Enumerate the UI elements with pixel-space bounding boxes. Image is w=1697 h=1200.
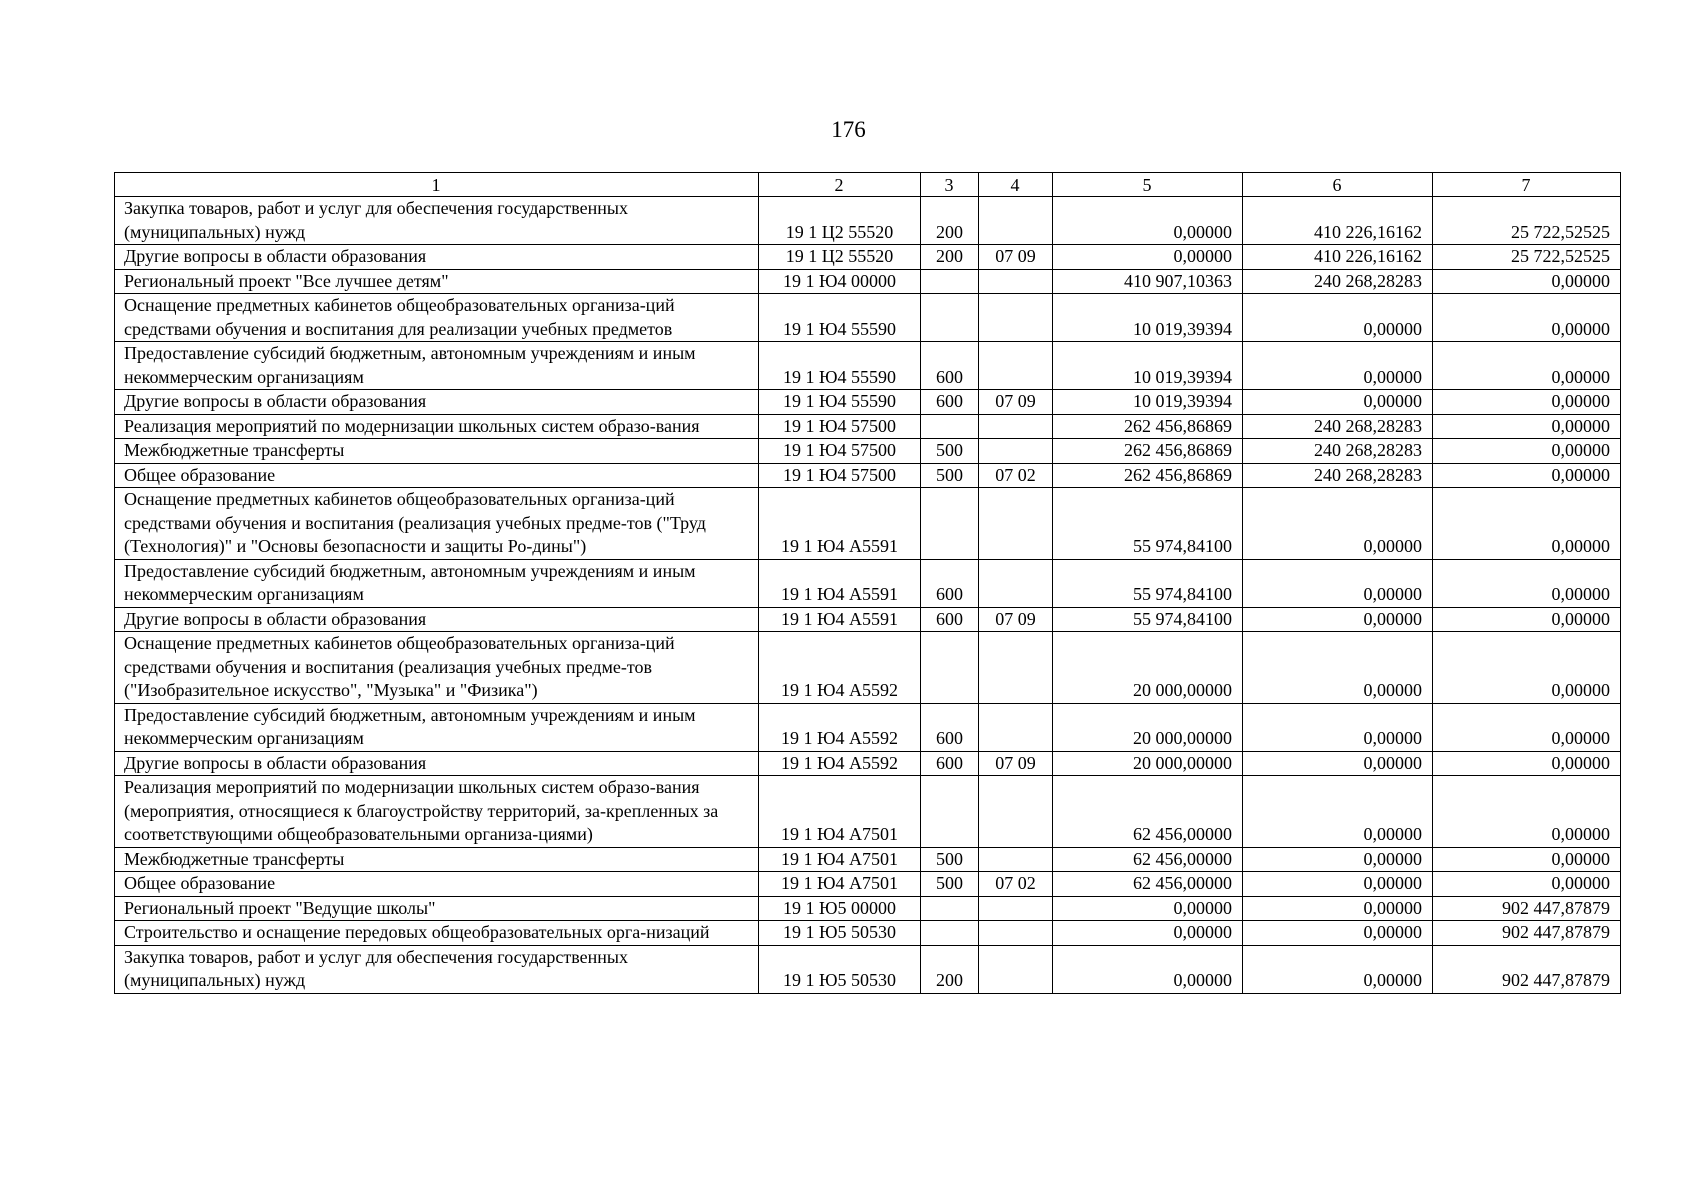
table-row [115,197,1621,245]
amount-col7-cell: 25 722,52525 [1433,245,1621,270]
section-code-cell: 07 02 [979,872,1053,897]
section-code-cell [979,439,1053,464]
section-code-cell [979,269,1053,294]
amount-col7-cell: 0,00000 [1433,439,1621,464]
row-name-cell: Общее образование [115,463,759,488]
column-header: 7 [1433,173,1621,197]
section-code-cell [979,632,1053,704]
row-name-cell: Закупка товаров, работ и услуг для обеспечения государственных (муниципальных) нужд [115,197,759,245]
target-article-code-cell: 19 1 Ю4 А5592 [759,703,921,751]
amount-col6-cell: 240 268,28283 [1243,414,1433,439]
amount-col6-cell: 0,00000 [1243,945,1433,993]
expense-type-cell: 600 [921,342,979,390]
row-name-cell: Другие вопросы в области образования [115,607,759,632]
amount-col7-cell: 0,00000 [1433,751,1621,776]
section-code-cell [979,847,1053,872]
target-article-code-cell: 19 1 Ю4 А5591 [759,559,921,607]
section-code-cell: 07 09 [979,245,1053,270]
amount-col5-cell: 20 000,00000 [1053,751,1243,776]
target-article-code-cell: 19 1 Ю5 50530 [759,921,921,946]
expense-type-cell: 600 [921,607,979,632]
amount-col6-cell: 0,00000 [1243,342,1433,390]
page-number: 176 [831,117,866,142]
amount-col6-cell: 0,00000 [1243,559,1433,607]
amount-col7-cell: 0,00000 [1433,342,1621,390]
row-name-cell: Предоставление субсидий бюджетным, автономным учреждениям и иным некоммерческим организациям [115,559,759,607]
expense-type-cell: 600 [921,751,979,776]
column-header: 1 [115,173,759,197]
amount-col5-cell: 262 456,86869 [1053,414,1243,439]
amount-col7-cell: 0,00000 [1433,294,1621,342]
amount-col6-cell: 0,00000 [1243,390,1433,415]
table-row [115,751,1621,776]
table-row [115,294,1621,342]
row-name-cell: Предоставление субсидий бюджетным, автономным учреждениям и иным некоммерческим организациям [115,342,759,390]
amount-col7-cell: 0,00000 [1433,269,1621,294]
target-article-code-cell: 19 1 Ю4 55590 [759,390,921,415]
section-code-cell [979,488,1053,560]
section-code-cell: 07 09 [979,751,1053,776]
amount-col5-cell: 62 456,00000 [1053,872,1243,897]
section-code-cell [979,294,1053,342]
expense-type-cell [921,488,979,560]
column-header: 3 [921,173,979,197]
amount-col6-cell: 0,00000 [1243,632,1433,704]
target-article-code-cell: 19 1 Ц2 55520 [759,197,921,245]
amount-col5-cell: 55 974,84100 [1053,559,1243,607]
amount-col5-cell: 0,00000 [1053,197,1243,245]
column-header: 5 [1053,173,1243,197]
expense-type-cell: 500 [921,872,979,897]
amount-col5-cell: 10 019,39394 [1053,390,1243,415]
amount-col6-cell: 0,00000 [1243,896,1433,921]
amount-col5-cell: 10 019,39394 [1053,342,1243,390]
table-row [115,776,1621,848]
target-article-code-cell: 19 1 Ю4 А5592 [759,632,921,704]
row-name-cell: Другие вопросы в области образования [115,751,759,776]
amount-col7-cell: 0,00000 [1433,776,1621,848]
amount-col6-cell: 0,00000 [1243,703,1433,751]
table-row [115,872,1621,897]
amount-col5-cell: 10 019,39394 [1053,294,1243,342]
amount-col6-cell: 410 226,16162 [1243,245,1433,270]
row-name-cell: Предоставление субсидий бюджетным, автономным учреждениям и иным некоммерческим организациям [115,703,759,751]
target-article-code-cell: 19 1 Ю4 55590 [759,342,921,390]
section-code-cell [979,342,1053,390]
amount-col7-cell: 902 447,87879 [1433,921,1621,946]
column-header: 4 [979,173,1053,197]
amount-col7-cell: 0,00000 [1433,414,1621,439]
amount-col7-cell: 902 447,87879 [1433,896,1621,921]
amount-col7-cell: 25 722,52525 [1433,197,1621,245]
table-row [115,847,1621,872]
amount-col6-cell: 0,00000 [1243,294,1433,342]
amount-col5-cell: 410 907,10363 [1053,269,1243,294]
amount-col6-cell: 0,00000 [1243,847,1433,872]
section-code-cell [979,703,1053,751]
expense-type-cell [921,921,979,946]
section-code-cell: 07 09 [979,390,1053,415]
amount-col5-cell: 0,00000 [1053,245,1243,270]
section-code-cell [979,414,1053,439]
expense-type-cell [921,896,979,921]
target-article-code-cell: 19 1 Ю4 57500 [759,439,921,464]
amount-col6-cell: 240 268,28283 [1243,269,1433,294]
target-article-code-cell: 19 1 Ю5 00000 [759,896,921,921]
expense-type-cell: 200 [921,245,979,270]
expense-type-cell: 200 [921,197,979,245]
row-name-cell: Оснащение предметных кабинетов общеобразовательных организа-ций средствами обучения и воспитания для реализации учебных предметов [115,294,759,342]
expense-type-cell: 600 [921,703,979,751]
table-row [115,921,1621,946]
amount-col5-cell: 62 456,00000 [1053,847,1243,872]
row-name-cell: Другие вопросы в области образования [115,245,759,270]
amount-col5-cell: 20 000,00000 [1053,632,1243,704]
amount-col7-cell: 0,00000 [1433,872,1621,897]
expense-type-cell [921,776,979,848]
table-row [115,414,1621,439]
amount-col7-cell: 0,00000 [1433,703,1621,751]
section-code-cell [979,776,1053,848]
target-article-code-cell: 19 1 Ю4 57500 [759,414,921,439]
amount-col6-cell: 410 226,16162 [1243,197,1433,245]
target-article-code-cell: 19 1 Ю5 50530 [759,945,921,993]
row-name-cell: Строительство и оснащение передовых общеобразовательных орга-низаций [115,921,759,946]
budget-table [114,172,1621,994]
expense-type-cell: 600 [921,559,979,607]
target-article-code-cell: 19 1 Ю4 А7501 [759,776,921,848]
target-article-code-cell: 19 1 Ю4 А5592 [759,751,921,776]
section-code-cell [979,921,1053,946]
table-row [115,463,1621,488]
amount-col5-cell: 262 456,86869 [1053,463,1243,488]
amount-col6-cell: 240 268,28283 [1243,439,1433,464]
amount-col6-cell: 0,00000 [1243,872,1433,897]
row-name-cell: Межбюджетные трансферты [115,439,759,464]
section-code-cell [979,559,1053,607]
table-row [115,488,1621,560]
amount-col5-cell: 262 456,86869 [1053,439,1243,464]
table-header-row [115,173,1621,197]
target-article-code-cell: 19 1 Ю4 57500 [759,463,921,488]
row-name-cell: Оснащение предметных кабинетов общеобразовательных организа-ций средствами обучения и воспитания (реализация учебных предме-тов ("Изобразительное искусство", "Музыка" и "Физика") [115,632,759,704]
table-row [115,607,1621,632]
row-name-cell: Другие вопросы в области образования [115,390,759,415]
section-code-cell [979,945,1053,993]
section-code-cell: 07 09 [979,607,1053,632]
expense-type-cell [921,294,979,342]
amount-col7-cell: 0,00000 [1433,607,1621,632]
expense-type-cell: 600 [921,390,979,415]
amount-col7-cell: 0,00000 [1433,632,1621,704]
amount-col7-cell: 0,00000 [1433,488,1621,560]
target-article-code-cell: 19 1 Ю4 А7501 [759,872,921,897]
column-header: 6 [1243,173,1433,197]
amount-col6-cell: 0,00000 [1243,488,1433,560]
table-row [115,269,1621,294]
table-row [115,559,1621,607]
expense-type-cell: 500 [921,463,979,488]
amount-col5-cell: 62 456,00000 [1053,776,1243,848]
row-name-cell: Реализация мероприятий по модернизации школьных систем образо-вания (мероприятия, относящиеся к благоустройству территорий, за-крепленных за соответствующими общеобразовательными организа-циями) [115,776,759,848]
amount-col6-cell: 0,00000 [1243,751,1433,776]
amount-col5-cell: 0,00000 [1053,921,1243,946]
table-row [115,245,1621,270]
amount-col5-cell: 55 974,84100 [1053,488,1243,560]
row-name-cell: Общее образование [115,872,759,897]
amount-col7-cell: 0,00000 [1433,390,1621,415]
table-row [115,342,1621,390]
expense-type-cell [921,414,979,439]
table-row [115,439,1621,464]
amount-col6-cell: 240 268,28283 [1243,463,1433,488]
expense-type-cell: 500 [921,439,979,464]
target-article-code-cell: 19 1 Ю4 А5591 [759,488,921,560]
row-name-cell: Региональный проект "Ведущие школы" [115,896,759,921]
table-body [115,197,1621,994]
table-row [115,896,1621,921]
table-row [115,632,1621,704]
amount-col7-cell: 0,00000 [1433,463,1621,488]
table-row [115,945,1621,993]
amount-col5-cell: 0,00000 [1053,945,1243,993]
target-article-code-cell: 19 1 Ю4 А7501 [759,847,921,872]
column-header: 2 [759,173,921,197]
row-name-cell: Региональный проект "Все лучшее детям" [115,269,759,294]
section-code-cell [979,896,1053,921]
row-name-cell: Закупка товаров, работ и услуг для обеспечения государственных (муниципальных) нужд [115,945,759,993]
row-name-cell: Реализация мероприятий по модернизации школьных систем образо-вания [115,414,759,439]
target-article-code-cell: 19 1 Ц2 55520 [759,245,921,270]
section-code-cell: 07 02 [979,463,1053,488]
amount-col6-cell: 0,00000 [1243,607,1433,632]
expense-type-cell: 500 [921,847,979,872]
section-code-cell [979,197,1053,245]
amount-col5-cell: 20 000,00000 [1053,703,1243,751]
amount-col6-cell: 0,00000 [1243,921,1433,946]
expense-type-cell [921,269,979,294]
expense-type-cell [921,632,979,704]
table-row [115,390,1621,415]
row-name-cell: Межбюджетные трансферты [115,847,759,872]
amount-col5-cell: 55 974,84100 [1053,607,1243,632]
amount-col7-cell: 0,00000 [1433,559,1621,607]
target-article-code-cell: 19 1 Ю4 00000 [759,269,921,294]
amount-col7-cell: 902 447,87879 [1433,945,1621,993]
amount-col6-cell: 0,00000 [1243,776,1433,848]
target-article-code-cell: 19 1 Ю4 А5591 [759,607,921,632]
row-name-cell: Оснащение предметных кабинетов общеобразовательных организа-ций средствами обучения и воспитания (реализация учебных предме-тов ("Труд (Технология)" и "Основы безопасности и защиты Ро-дины") [115,488,759,560]
amount-col5-cell: 0,00000 [1053,896,1243,921]
table-row [115,703,1621,751]
target-article-code-cell: 19 1 Ю4 55590 [759,294,921,342]
expense-type-cell: 200 [921,945,979,993]
amount-col7-cell: 0,00000 [1433,847,1621,872]
